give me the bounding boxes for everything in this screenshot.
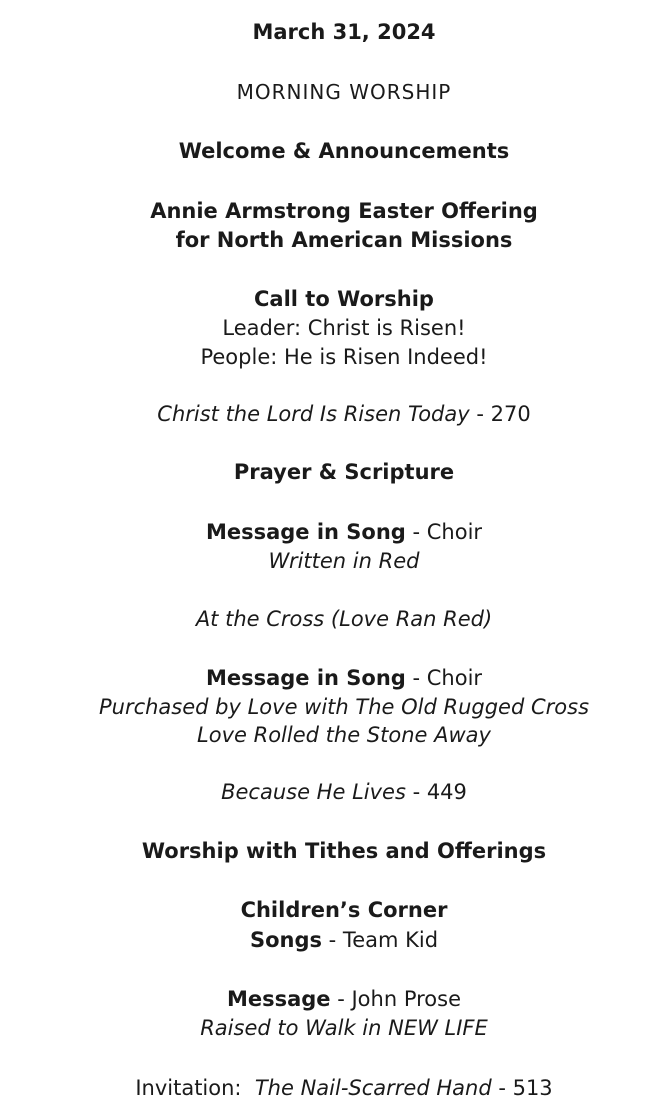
call-to-worship-people: People: He is Risen Indeed! [200, 345, 488, 369]
message-in-song-1 [0, 518, 666, 546]
song-performer: - Choir [405, 666, 483, 690]
songs-label: Songs [249, 928, 322, 952]
sermon-title: Raised to Walk in NEW LIFE [200, 1016, 488, 1040]
hymn-christ-the-lord [0, 400, 666, 428]
call-to-worship-heading: Call to Worship [254, 287, 434, 311]
message-speaker: - John Prose [330, 987, 462, 1011]
song-title-love-rolled: Love Rolled the Stone Away [197, 723, 491, 747]
sermon-message [0, 985, 666, 1013]
hymn-because-he-lives [0, 778, 666, 806]
invitation-label: Invitation: [135, 1076, 242, 1100]
song-performer: - Choir [405, 520, 483, 544]
childrens-songs [0, 926, 666, 954]
hymn-number: - 270 [469, 402, 531, 426]
message-in-song-2 [0, 664, 666, 692]
welcome-heading: Welcome & Announcements [178, 139, 510, 163]
song-title-purchased-by-love: Purchased by Love with The Old Rugged Cross [98, 695, 590, 719]
invitation-line [0, 1074, 666, 1102]
invitation-hymn-title: The Nail-Scarred Hand [254, 1076, 492, 1100]
songs-by: - Team Kid [322, 928, 439, 952]
offering-line-1: Annie Armstrong Easter Offering [150, 199, 538, 223]
hymn-title: Because He Lives [221, 780, 406, 804]
song-at-the-cross: At the Cross (Love Ran Red) [195, 607, 493, 631]
prayer-heading: Prayer & Scripture [233, 460, 455, 484]
song-title-written-in-red: Written in Red [268, 549, 420, 573]
hymn-number: - 449 [405, 780, 467, 804]
song-heading: Message in Song [205, 666, 406, 690]
invitation-hymn-number: - 513 [491, 1076, 553, 1100]
childrens-corner-heading: Children’s Corner [240, 898, 448, 922]
offering-line-2: for North American Missions [175, 228, 513, 252]
hymn-title: Christ the Lord Is Risen Today [157, 402, 470, 426]
song-heading: Message in Song [205, 520, 406, 544]
tithes-heading: Worship with Tithes and Offerings [141, 839, 547, 863]
service-title: MORNING WORSHIP [236, 80, 452, 104]
service-date: March 31, 2024 [252, 20, 436, 44]
call-to-worship-leader: Leader: Christ is Risen! [222, 316, 466, 340]
message-label: Message [226, 987, 331, 1011]
